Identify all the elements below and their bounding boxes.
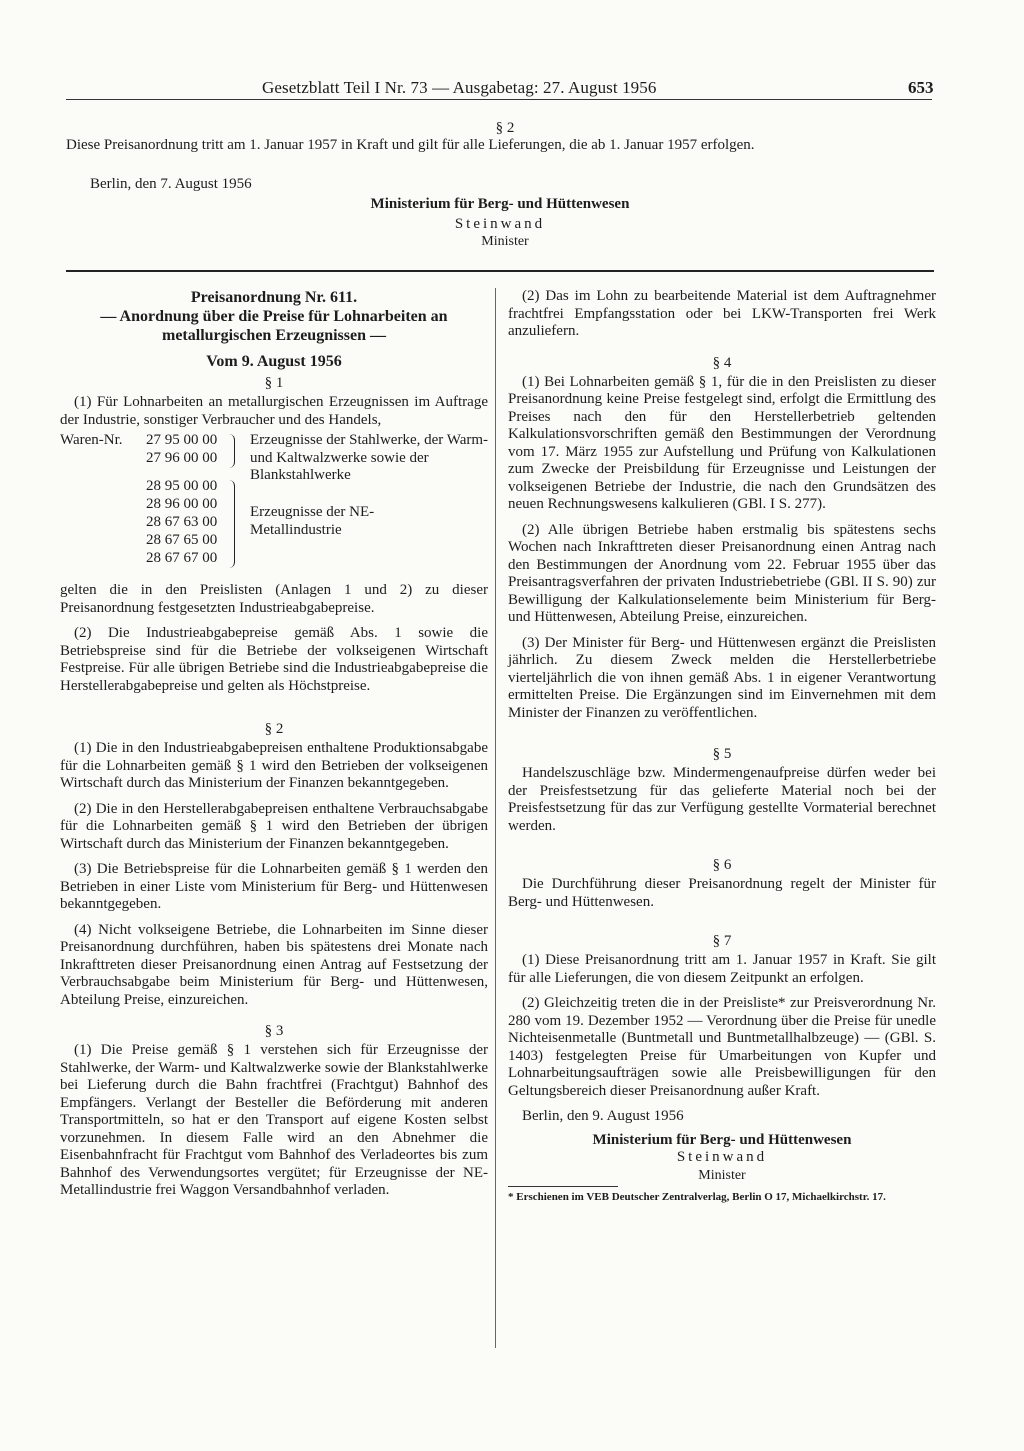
section-6-para-1: Die Durchführung dieser Preisanordnung regelt der Minister für Berg- und Hüttenwesen.	[508, 876, 936, 910]
brace	[228, 480, 235, 568]
page-number: 653	[908, 78, 934, 97]
section-6-heading: § 6	[712, 857, 732, 873]
section-4-para-2: (2) Alle übrigen Betriebe haben erstmalig bis spätestens sechs Wochen nach Inkrafttreten dieser Preisanordnung einen Antrag nach den Bestimmungen der Anordnung vom 22. Februar 1955 über das Preisantragsverfahren der privaten Industriebetriebe (GBl. II S. 90) zur Bewilligung der Kalkulationselemente beim Ministerium für Berg- und Hüttenwesen, Abteilung Preise, einzureichen.	[508, 521, 936, 625]
goods-number-table	[60, 432, 488, 582]
table-code: 27 96 00 00	[146, 450, 218, 466]
section-2-para-4: (4) Nicht volkseigene Betriebe, die Lohnarbeiten im Sinne dieser Preisanordnung durchführen, haben bis spätestens drei Monate nach Inkrafttreten dieser Preisanordnung einen Antrag auf Festsetzung der Verbrauchsabgabe beim Ministerium für Berg- und Hüttenwesen, Abteilung Preise, einzureichen.	[60, 921, 488, 1008]
right-column	[508, 288, 936, 1204]
table-code: 28 96 00 00	[146, 496, 218, 512]
table-code: 28 67 67 00	[146, 550, 218, 566]
section-1-para-1b: gelten die in den Preislisten (Anlagen 1 und 2) zu dieser Preisanordnung festgesetzten Industrieabgabepreise.	[60, 582, 488, 616]
section-5-para-1: Handelszuschläge bzw. Mindermengenaufpreise dürfen weder bei der Preisfestsetzung für das gelieferte Material noch bei der Preisfestsetzung für das zur Verfügung gestellte Vormaterial berechnet werden.	[508, 765, 936, 834]
group-1-description: Erzeugnisse der Stahlwerke, der Warm- und Kaltwalzwerke sowie der Blankstahlwerke	[250, 432, 489, 483]
section-3-para-2: (2) Das im Lohn zu bearbeitende Material ist dem Auftragnehmer frachtfrei Empfangsstation oder bei LKW-Transporten frei Werk anzuliefern.	[508, 288, 936, 339]
right-place-date: Berlin, den 9. August 1956	[522, 1108, 684, 1124]
section-2-para-3: (3) Die Betriebspreise für die Lohnarbeiten gemäß § 1 werden den Betrieben in einer Liste vom Ministerium für Berg- und Hüttenwesen bekanntgegeben.	[60, 861, 488, 912]
brace	[228, 434, 235, 468]
header-rule	[66, 99, 932, 100]
column-divider	[495, 288, 496, 1348]
running-header: Gesetzblatt Teil I Nr. 73 — Ausgabetag: 27. August 1956	[262, 78, 657, 97]
section-divider	[66, 270, 934, 272]
table-code: 28 67 63 00	[146, 514, 218, 530]
section-7-para-2: (2) Gleichzeitig treten die in der Preisliste* zur Preisverordnung Nr. 280 vom 19. Dezember 1952 — Verordnung über die Preise für unedle Nichteisenmetalle (Buntmetall und Buntmetallhalbzeuge) — (GBl. S. 1403) festgelegten Preise für Umarbeitungen von Kupfer und Lohnarbeitungsaufträgen sowie alle Preisbewilligungen für den Geltungsbereich dieser Preisanordnung außer Kraft.	[508, 995, 936, 1099]
section-2-para-1: (1) Die in den Industrieabgabepreisen enthaltene Produktionsabgabe für die Lohnarbeiten gemäß § 1 wird den Betrieben der volkseigenen Wirtschaft durch das Ministerium der Finanzen bekanntgegeben.	[60, 740, 488, 791]
section-3-para-1: (1) Die Preise gemäß § 1 verstehen sich für Erzeugnisse der Stahlwerke, der Warm- und Kaltwalzwerke sowie der Blankstahlwerke bei Lieferung durch die Bahn frachtfrei (Frachtgut) Bahnhof des Empfängers. Verlangt der Besteller die Beförderung mit anderen Transportmitteln, so hat er den Transport auf eigene Kosten selbst vorzunehmen. In diesem Falle wird an den Abnehmer die Eisenbahnfracht für Frachtgut vom Bahnhof des Verladeortes bis zum Bahnhof des Verwendungsortes vergütet; für Erzeugnisse der NE-Metallindustrie frei Waggon Versandbahnhof verladen.	[60, 1042, 488, 1198]
goods-number-label: Waren-Nr.	[60, 432, 123, 448]
section-4-para-3: (3) Der Minister für Berg- und Hüttenwesen ergänzt die Preislisten jährlich. Zu diesem Zweck melden die Herstellerbetriebe vierteljährlich die von ihnen gemäß Abs. 1 in eigener Verantwortung ermittelten Preise. Die Ergänzungen sind im Einvernehmen mit dem Minister der Finanzen zu veröffentlichen.	[508, 634, 936, 721]
order-title: Preisanordnung Nr. 611.	[190, 289, 358, 306]
group-2-description: Erzeugnisse der NE-Metallindustrie	[250, 504, 375, 538]
right-role: Minister	[698, 1167, 746, 1183]
top-section-number: § 2	[495, 120, 515, 136]
right-ministry: Ministerium für Berg- und Hüttenwesen	[592, 1131, 852, 1148]
top-place-date: Berlin, den 7. August 1956	[90, 176, 252, 192]
section-1-heading: § 1	[264, 375, 284, 391]
right-signatory: Steinwand	[676, 1149, 768, 1165]
top-signatory: Steinwand	[454, 216, 546, 232]
table-code: 27 95 00 00	[146, 432, 218, 448]
order-date: Vom 9. August 1956	[206, 353, 342, 370]
section-3-heading: § 3	[264, 1023, 284, 1039]
section-2-heading: § 2	[264, 721, 284, 737]
table-code: 28 67 65 00	[146, 532, 218, 548]
section-4-para-1: (1) Bei Lohnarbeiten gemäß § 1, für die in den Preislisten zu dieser Preisanordnung keine Preise festgelegt sind, erfolgt die Ermittlung des Preises nach den für den Herstellerbetrieb geltenden Kalkulationsvorschriften gemäß den Bestimmungen der Verordnung vom 17. März 1955 zur Aufstellung und Prüfung von Kalkulationen zum Zwecke der Preisbildung für Erzeugnisse und Leistungen der volkseigenen Betriebe der Industrie, die nach den Grundsätzen des neuen Rechnungswesens kalkulieren (GBl. I S. 277).	[508, 373, 936, 512]
top-paragraph: Diese Preisanordnung tritt am 1. Januar 1957 in Kraft und gilt für alle Lieferungen, die ab 1. Januar 1957 erfolgen.	[66, 137, 755, 153]
table-code: 28 95 00 00	[146, 478, 218, 494]
footnote-rule	[508, 1186, 618, 1187]
left-column	[60, 288, 488, 1200]
section-2-para-2: (2) Die in den Herstellerabgabepreisen enthaltene Verbrauchsabgabe für die Lohnarbeiten gemäß § 1 wird den Betrieben der übrigen Wirtschaft durch das Ministerium der Finanzen bekanntgegeben.	[60, 800, 488, 852]
section-7-heading: § 7	[712, 933, 732, 949]
top-ministry: Ministerium für Berg- und Hüttenwesen	[370, 196, 630, 212]
section-1-para-1: (1) Für Lohnarbeiten an metallurgischen Erzeugnissen im Auftrage der Industrie, sonstiger Verbraucher und des Handels,	[60, 394, 488, 428]
top-role: Minister	[481, 234, 529, 249]
order-subtitle: — Anordnung über die Preise für Lohnarbeiten an metallurgischen Erzeugnissen —	[100, 308, 448, 344]
section-5-heading: § 5	[712, 746, 732, 762]
section-4-heading: § 4	[712, 354, 732, 371]
footnote: * Erschienen im VEB Deutscher Zentralverlag, Berlin O 17, Michaelkirchstr. 17.	[508, 1191, 886, 1203]
section-1-para-2: (2) Die Industrieabgabepreise gemäß Abs. 1 sowie die Betriebspreise sind für die Betriebe der volkseigenen Wirtschaft Festpreise. Für alle übrigen Betriebe sind die Industrieabgabepreise die Herstellerabgabepreise und gelten als Höchstpreise.	[60, 625, 488, 694]
section-7-para-1: (1) Diese Preisanordnung tritt am 1. Januar 1957 in Kraft. Sie gilt für alle Lieferungen, die von diesem Zeitpunkt an erfolgen.	[508, 952, 936, 986]
